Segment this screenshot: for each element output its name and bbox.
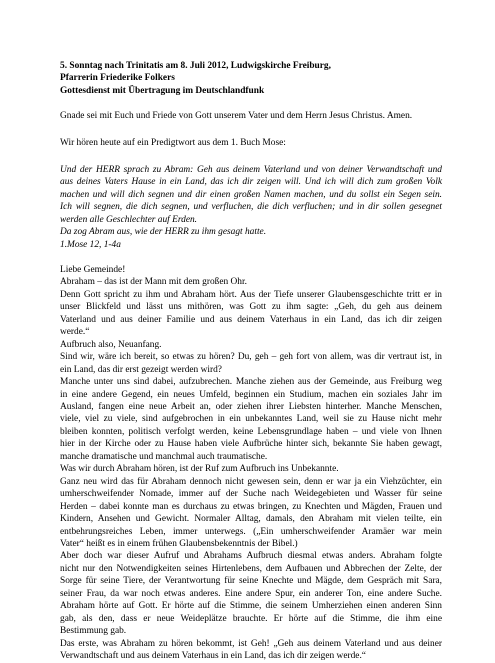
body-line: in eine andere Gegend, ein neues Umfeld, beginnen ein Studium, machen ein soziales Jahr im — [60, 389, 442, 400]
scripture-line: werden alle Geschlechter auf Erden. — [60, 214, 198, 225]
body-line: Das erste, was Abraham zu hören bekommt, ist Geh! „Geh aus deinem Vaterland und aus deiner — [60, 638, 442, 649]
scripture-line: aus deines Vaters Hause in ein Land, das ich dir zeigen will. Und ich will dich zum großen Volk — [60, 177, 442, 188]
body-line: Manche unter uns sind dabei, aufzubrechen. Manche ziehen aus der Gemeinde, aus Freiburg weg — [60, 377, 442, 388]
body-line: Vaterland und aus deiner Familie und aus deinem Vaterhaus in ein Land, das ich dir zeigen — [60, 314, 442, 325]
scripture-line: machen und will dich segnen und dir einen großen Namen machen, und du sollst ein Segen sein. — [60, 189, 442, 200]
intro-paragraph — [60, 137, 442, 149]
intro-line: Wir hören heute auf ein Predigtwort aus dem 1. Buch Mose: — [60, 138, 286, 148]
header-line: Pfarrerin Friederike Folkers — [60, 73, 175, 84]
body-line: entbehrungsreiches Leben, immer unterwegs. („Ein umherschweifender Aramäer war mein — [60, 526, 442, 537]
greeting-line: Gnade sei mit Euch und Friede von Gott unserem Vater und dem Herrn Jesus Christus. Amen. — [60, 111, 413, 121]
body-line: gab, als den, dass er neue Weideplätze brauchte. Er hörte auf die Stimme, die ihm eine — [60, 613, 442, 624]
body-line: ein Land, das dir erst gezeigt werden wird? — [60, 364, 222, 375]
scripture-line: Ich will segnen, die dich segnen, und verfluchen, die dich verfluchen; und in dir sollen gesegnet — [60, 202, 442, 213]
body-line: werde.“ — [60, 327, 90, 338]
body-line: unser Blickfeld und lässt uns mithören, was Gott zu ihm sagte: „Geh, du geh aus deinem — [60, 302, 442, 313]
header-line: Gottesdienst mit Übertragung im Deutschlandfunk — [60, 85, 265, 96]
body-line: Was wir durch Abraham hören, ist der Ruf zum Aufbruch ins Unbekannte. — [60, 464, 339, 475]
scripture-reference: 1.Mose 12, 1-4a — [60, 239, 121, 250]
scripture-passage — [60, 164, 442, 251]
body-line: Liebe Gemeinde! — [60, 265, 126, 275]
body-line: Verwandtschaft und aus deinem Vaterhaus in ein Land, das ich dir zeigen werde.“ — [60, 651, 366, 662]
body-line: Abraham – das ist der Mann mit dem großen Ohr. — [60, 277, 247, 288]
greeting-paragraph — [60, 110, 442, 122]
body-line: Sorge für seine Tiere, der Verantwortung für seine Knechte und Mägde, dem Gespräch mit Sara, — [60, 576, 442, 587]
sermon-body — [60, 264, 442, 663]
body-line: Aber doch war dieser Aufruf und Abrahams Aufbruch diesmal etwas anders. Abraham folgte — [60, 551, 442, 562]
body-line: Abraham hörte auf Gott. Er hörte auf die Stimme, die seinem Umherziehen einen anderen Sinn — [60, 601, 442, 612]
body-line: umherschweifender Nomade, immer auf der Suche nach Weidegebieten und Wasser für seine — [60, 489, 442, 500]
body-line: Denn Gott spricht zu ihm und Abraham hört. Aus der Tiefe unserer Glaubensgeschichte tritt er in — [60, 289, 442, 300]
body-line: manche dramatische und manchmal auch traumatische. — [60, 451, 268, 462]
body-line: Herden – dabei konnte man es durchaus zu etwas bringen, zu Knechten und Mägden, Frauen und — [60, 501, 442, 512]
body-line: Ganz neu wird das für Abraham dennoch nicht gewesen sein, denn er war ja ein Viehzüchter, ein — [60, 476, 442, 487]
body-line: viele, viel zu viele, sind aufgebrochen in ein unbekanntes Land, weil sie zu Hause nicht mehr — [60, 414, 442, 425]
header-line: 5. Sonntag nach Trinitatis am 8. Juli 2012, Ludwigskirche Freiburg, — [60, 61, 331, 71]
body-line: nicht nur den Notwendigkeiten seines Hirtenlebens, dem Aufbauen und Abbrechen der Zelte, der — [60, 563, 442, 574]
body-line: Ausland, fangen eine neue Arbeit an, oder ziehen ihrer Liebsten hinterher. Manche Menschen, — [60, 401, 442, 412]
sermon-header — [60, 60, 442, 97]
body-line: Bestimmung gab. — [60, 626, 127, 637]
body-line: Kindern, Ansehen und Gewicht. Normaler Alltag, damals, den Abraham mit vielen teilte, ein — [60, 514, 442, 525]
body-line: seiner Frau, da war noch etwas anderes. Eine andere Spur, ein anderer Ton, eine andere Suche. — [60, 588, 442, 599]
body-line: Vater“ heißt es in einem frühen Glaubensbekenntnis der Bibel.) — [60, 538, 298, 549]
body-line: hier in der Kirche oder zu Hause haben viele Aufbrüche hinter sich, bekannte Sie haben gewagt, — [60, 439, 442, 450]
body-line: Aufbruch also, Neuanfang. — [60, 339, 162, 350]
scripture-line: Da zog Abram aus, wie der HERR zu ihm gesagt hatte. — [60, 227, 267, 238]
scripture-line: Und der HERR sprach zu Abram: Geh aus deinem Vaterland und von deiner Verwandtschaft und — [60, 165, 442, 175]
body-line: bleiben konnten, politisch verfolgt werden, keine Lebensgrundlage haben – und viele von Ihnen — [60, 426, 442, 437]
body-line: Sind wir, wäre ich bereit, so etwas zu hören? Du, geh – geh fort von allem, was dir vertraut ist, in — [60, 352, 442, 363]
